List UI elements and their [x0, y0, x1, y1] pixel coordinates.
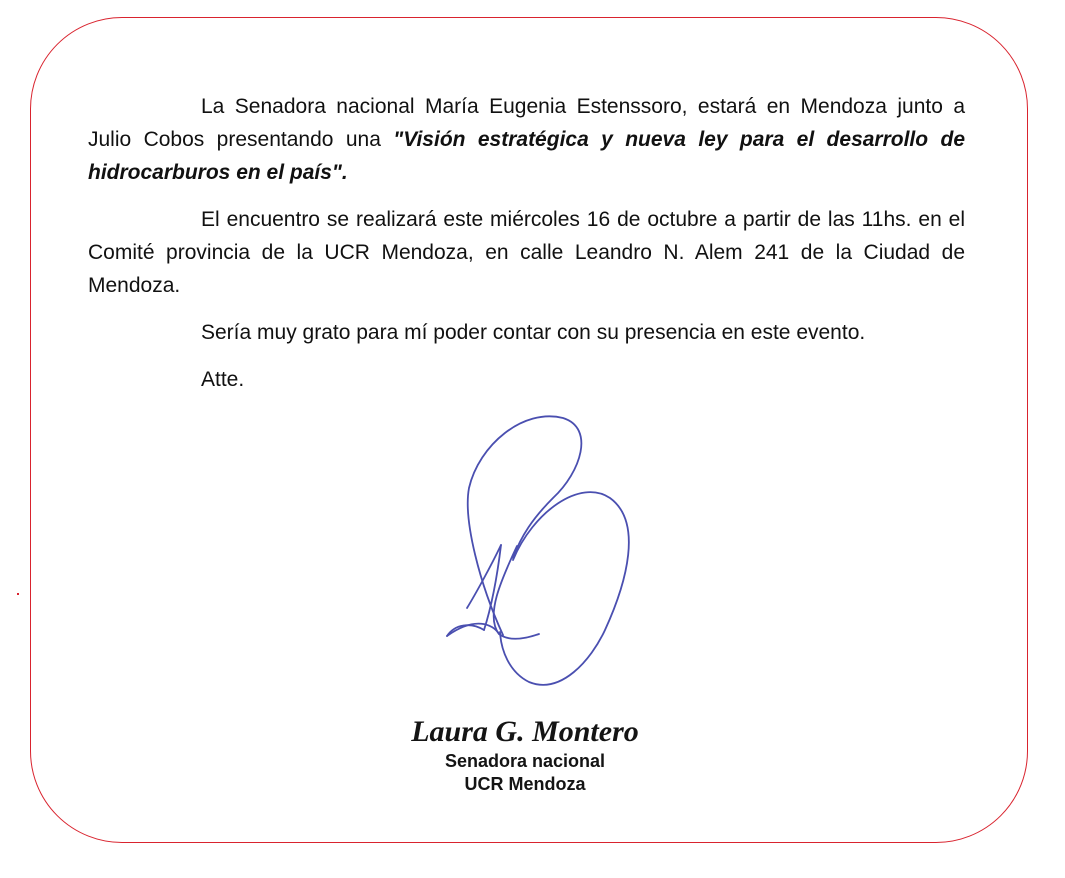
paragraph-event-details: El encuentro se realizará este miércoles 16 de octubre a partir de las 11hs. en el Comité provincia de la UCR Mendoza, en calle Leandro N. Alem 241 de la Ciudad de Mendoza. — [88, 208, 965, 297]
signer-organization: UCR Mendoza — [464, 774, 586, 794]
announcement-text: La Senadora nacional María Eugenia Estenssoro, estará en Mendoza junto a Julio Cobos presentando una — [88, 95, 965, 151]
closing-salutation: Atte. — [201, 368, 245, 391]
announcement-period: . — [341, 161, 348, 184]
handwritten-signature — [405, 410, 645, 695]
signer-name: Laura G. Montero — [411, 715, 639, 748]
letter-body — [88, 90, 965, 410]
presentation-title: "Visión estratégica y nueva ley para el desarrollo de hidrocarburos en el país" — [88, 128, 965, 184]
signer-role: Senadora nacional — [444, 751, 606, 771]
stray-mark — [17, 593, 19, 595]
signature-icon — [405, 410, 645, 695]
paragraph-invitation: Sería muy grato para mí poder contar con su presencia en este evento. — [201, 321, 866, 344]
paragraph-announcement — [88, 90, 965, 189]
